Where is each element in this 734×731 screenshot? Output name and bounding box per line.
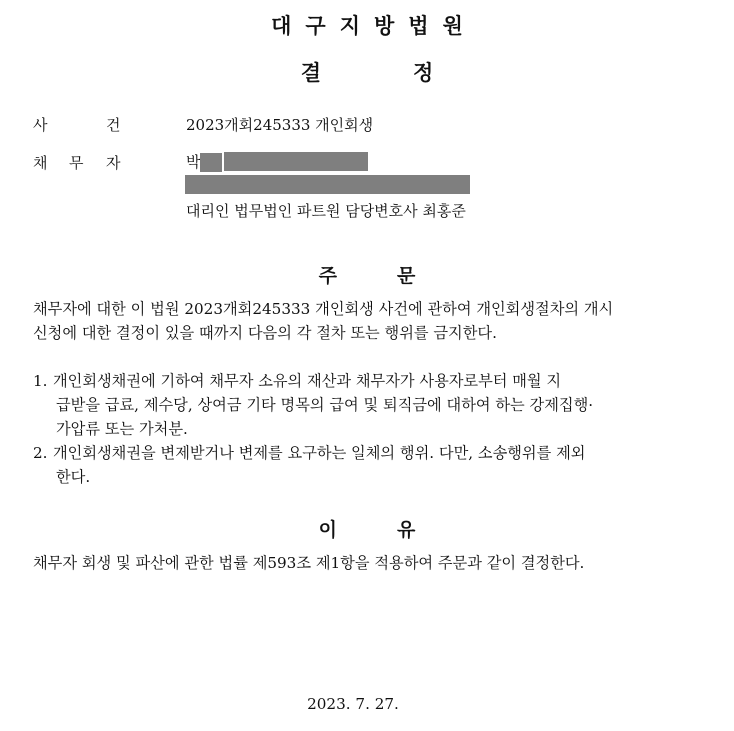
debtor-name: 박 (186, 153, 201, 171)
order-heading (0, 261, 734, 288)
order-item-1-line-2: 급받을 급료, 제수당, 상여금 기타 명목의 급여 및 퇴직금에 대하여 하는 강제집행· (56, 396, 594, 414)
redaction-box-2 (224, 152, 368, 171)
case-number: 2023개회245333 개인회생 (186, 116, 374, 134)
order-intro-line-2: 신청에 대한 결정이 있을 때까지 다음의 각 절차 또는 행위를 금지한다. (33, 324, 497, 342)
case-label-char-2: 건 (106, 116, 121, 134)
reason-heading-left: 이 (318, 519, 337, 541)
case-label-char-1: 사 (33, 116, 48, 134)
title-char-left: 결 (300, 61, 321, 85)
debtor-label-char-3: 자 (106, 154, 121, 172)
order-item-1-line-3: 가압류 또는 가처분. (56, 420, 188, 438)
decision-date: 2023. 7. 27. (307, 695, 399, 713)
order-heading-left: 주 (318, 265, 337, 287)
title-char-right: 정 (413, 61, 434, 85)
agent-line: 대리인 법무법인 파트원 담당변호사 최홍준 (186, 202, 466, 220)
redaction-box-address (185, 175, 470, 194)
order-item-2-line-1: 개인회생채권을 변제받거나 변제를 요구하는 일체의 행위. 다만, 소송행위를 제외 (53, 444, 586, 462)
order-intro-line-1: 채무자에 대한 이 법원 2023개회245333 개인회생 사건에 관하여 개인회생절차의 개시 (33, 300, 614, 318)
redaction-box-1 (200, 153, 222, 172)
order-heading-right: 문 (397, 265, 416, 287)
order-item-2-line-2: 한다. (56, 468, 91, 486)
document-title (0, 57, 734, 87)
debtor-label-char-2: 무 (69, 154, 84, 172)
court-name: 대구지방법원 (271, 14, 477, 38)
debtor-label-char-1: 채 (33, 154, 48, 172)
reason-heading-right: 유 (397, 519, 416, 541)
order-item-1-number: 1. (33, 372, 48, 390)
reason-text: 채무자 회생 및 파산에 관한 법률 제593조 제1항을 적용하여 주문과 같이 결정한다. (33, 554, 585, 572)
order-item-2-number: 2. (33, 444, 48, 462)
order-item-1-line-1: 개인회생채권에 기하여 채무자 소유의 재산과 채무자가 사용자로부터 매월 지 (53, 372, 562, 390)
reason-heading (0, 515, 734, 542)
